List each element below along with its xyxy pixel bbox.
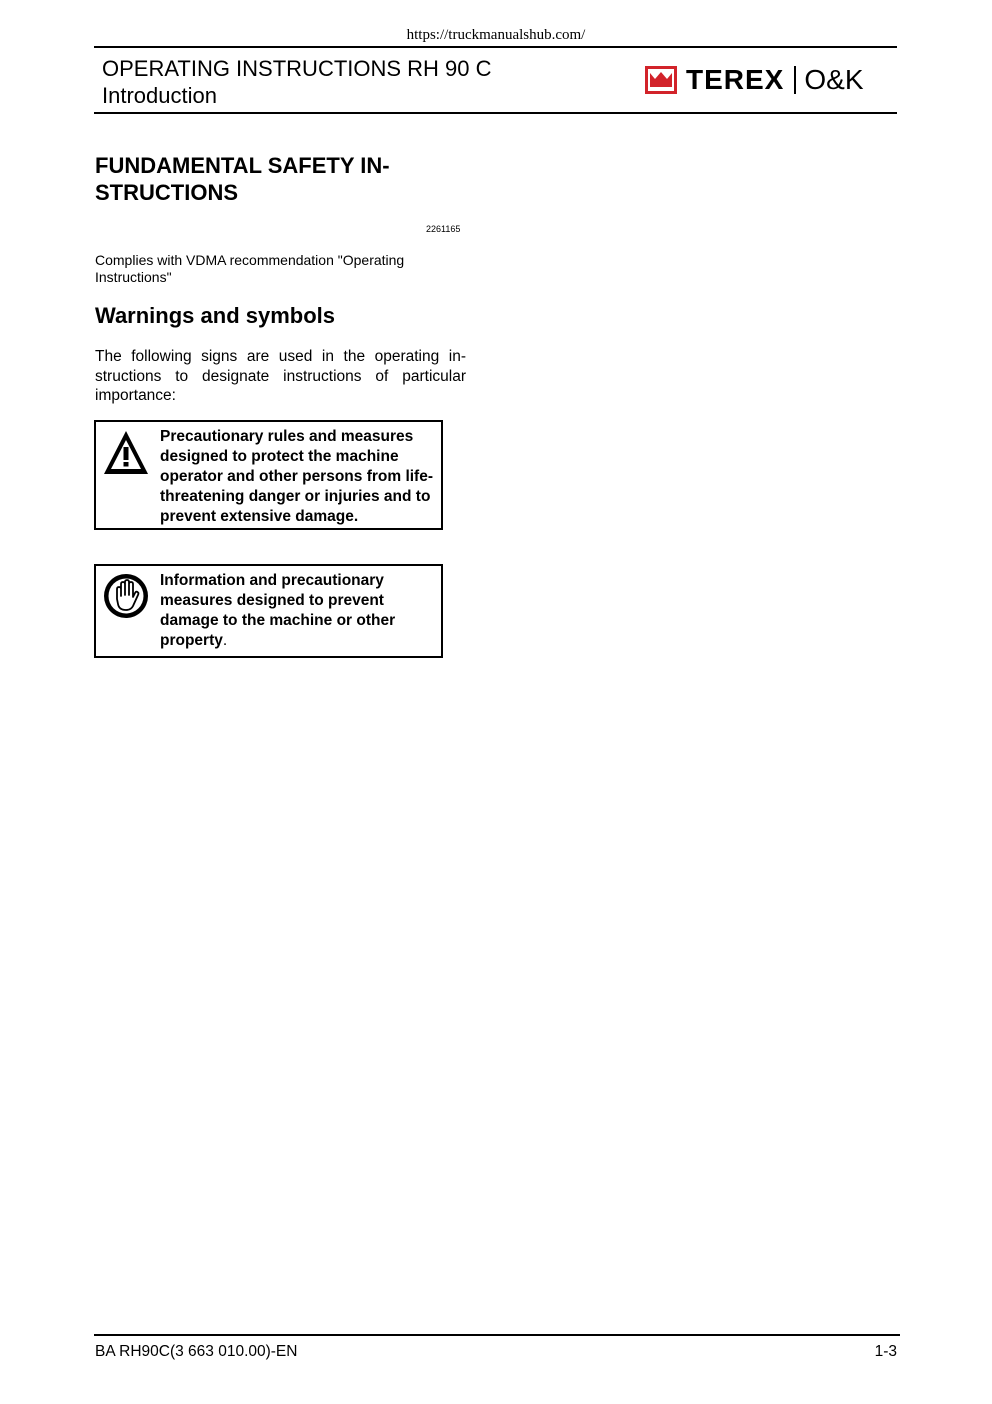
header-top-rule: [94, 46, 897, 48]
warning-icon-cell: [96, 422, 156, 528]
section-heading: Warnings and symbols: [95, 303, 336, 328]
document-number: 2261165: [426, 224, 461, 234]
logo-divider: [794, 66, 796, 94]
page-heading-line2: STRUCTIONS: [95, 180, 238, 205]
footer-page-number: 1-3: [874, 1343, 897, 1360]
caution-icon-cell: [96, 566, 156, 656]
caution-box: [94, 564, 443, 658]
caution-text-main: Information and precautionary measures designed to prevent damage to the machine or other property: [160, 572, 396, 649]
warning-text: Precautionary rules and measures designed to protect the machine operator and other persons from life-threatening danger or injuries and to prevent extensive damage.: [160, 428, 434, 525]
warning-triangle-icon: [102, 428, 150, 478]
caution-text-tail: .: [222, 632, 228, 649]
terex-crown-icon: [645, 66, 677, 94]
stop-hand-icon: [102, 572, 150, 620]
compliance-note: Complies with VDMA recommendation "Operating Instructions": [95, 252, 405, 285]
footer-doc-code: BA RH90C(3 663 010.00)-EN: [95, 1343, 298, 1360]
terex-ok-logo: [645, 64, 864, 96]
intro-paragraph: The following signs are used in the operating in-structions to designate instructions of particular importance:: [95, 348, 466, 404]
manual-title: OPERATING INSTRUCTIONS RH 90 C: [102, 56, 492, 81]
section-title: Introduction: [102, 83, 217, 108]
source-url: https://truckmanualshub.com/: [406, 27, 586, 43]
footer-rule: [94, 1334, 900, 1336]
page-heading-line1: FUNDAMENTAL SAFETY IN-: [95, 153, 390, 178]
logo-ok-text: O&K: [804, 64, 864, 95]
header-bottom-rule: [94, 112, 897, 114]
warning-box: [94, 420, 443, 530]
logo-terex-text: TEREX: [686, 64, 785, 95]
page-heading: [95, 152, 475, 206]
header-title: [102, 55, 492, 109]
caution-text: [156, 566, 441, 656]
